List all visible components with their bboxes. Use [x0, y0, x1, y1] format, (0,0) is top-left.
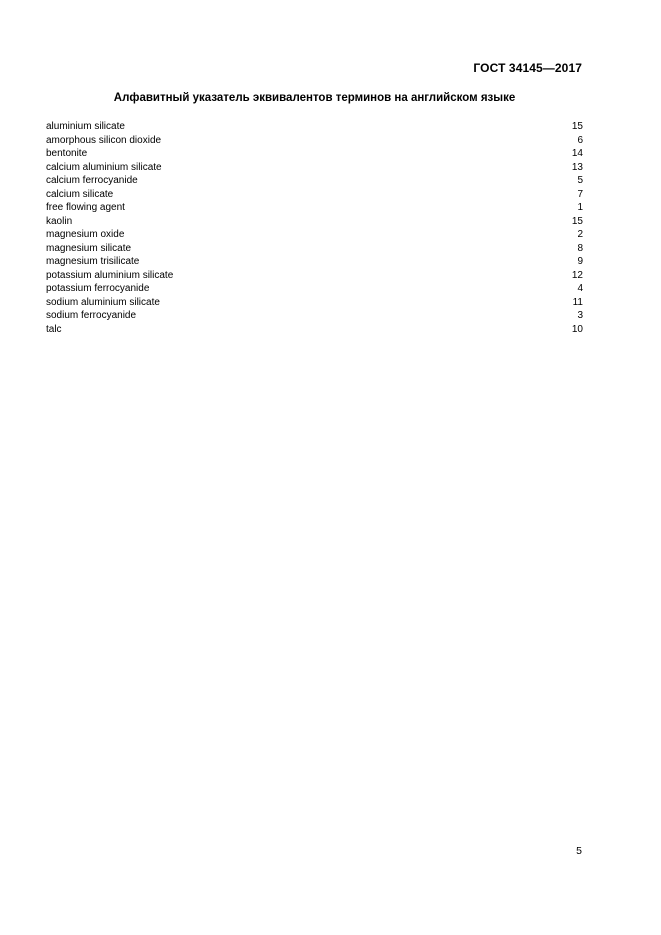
index-entry — [46, 269, 583, 283]
index-reference-number: 10 — [571, 323, 583, 335]
index-entry — [46, 282, 583, 296]
index-entry — [46, 242, 583, 256]
index-entry — [46, 134, 583, 148]
index-reference-number: 11 — [572, 296, 583, 308]
index-entry — [46, 201, 583, 215]
index-term: sodium aluminium silicate — [46, 296, 160, 308]
index-reference-number: 8 — [577, 242, 583, 254]
index-reference-number: 1 — [577, 202, 583, 213]
index-entry — [46, 174, 583, 188]
index-reference-number: 4 — [577, 283, 583, 294]
index-term: talc — [46, 323, 62, 335]
index-term: potassium ferrocyanide — [46, 283, 150, 294]
index-reference-number: 6 — [577, 134, 583, 146]
index-term: magnesium oxide — [46, 229, 125, 240]
index-reference-number: 14 — [571, 148, 583, 159]
index-term: calcium silicate — [46, 188, 114, 200]
index-term: magnesium trisilicate — [46, 256, 140, 267]
index-term: magnesium silicate — [46, 242, 132, 254]
index-entry — [46, 255, 583, 269]
index-term: calcium ferrocyanide — [46, 175, 138, 186]
index-entry — [46, 323, 583, 337]
document-code: ГОСТ 34145—2017 — [473, 61, 582, 75]
index-term: aluminium silicate — [46, 121, 125, 132]
index-reference-number: 7 — [577, 188, 583, 200]
index-reference-number: 5 — [577, 175, 583, 186]
term-index-list — [46, 120, 583, 336]
index-entry — [46, 296, 583, 310]
index-entry — [46, 215, 583, 229]
index-reference-number: 15 — [571, 215, 583, 227]
index-reference-number: 3 — [577, 310, 583, 321]
index-entry — [46, 228, 583, 242]
index-entry — [46, 120, 583, 134]
index-title: Алфавитный указатель эквивалентов терминов на английском языке — [113, 92, 516, 104]
index-reference-number: 12 — [571, 269, 583, 281]
index-term: bentonite — [46, 148, 88, 159]
index-reference-number: 2 — [577, 229, 583, 240]
index-entry — [46, 309, 583, 323]
page-number: 5 — [576, 845, 582, 857]
index-reference-number: 15 — [571, 121, 583, 132]
index-entry — [46, 161, 583, 175]
index-reference-number: 13 — [571, 161, 583, 173]
index-term: kaolin — [46, 215, 73, 227]
index-entry — [46, 147, 583, 161]
index-reference-number: 9 — [577, 256, 583, 267]
index-entry — [46, 188, 583, 202]
index-term: potassium aluminium silicate — [46, 269, 174, 281]
index-term: sodium ferrocyanide — [46, 310, 137, 321]
index-term: free flowing agent — [46, 202, 125, 213]
index-term: amorphous silicon dioxide — [46, 134, 162, 146]
index-term: calcium aluminium silicate — [46, 161, 162, 173]
